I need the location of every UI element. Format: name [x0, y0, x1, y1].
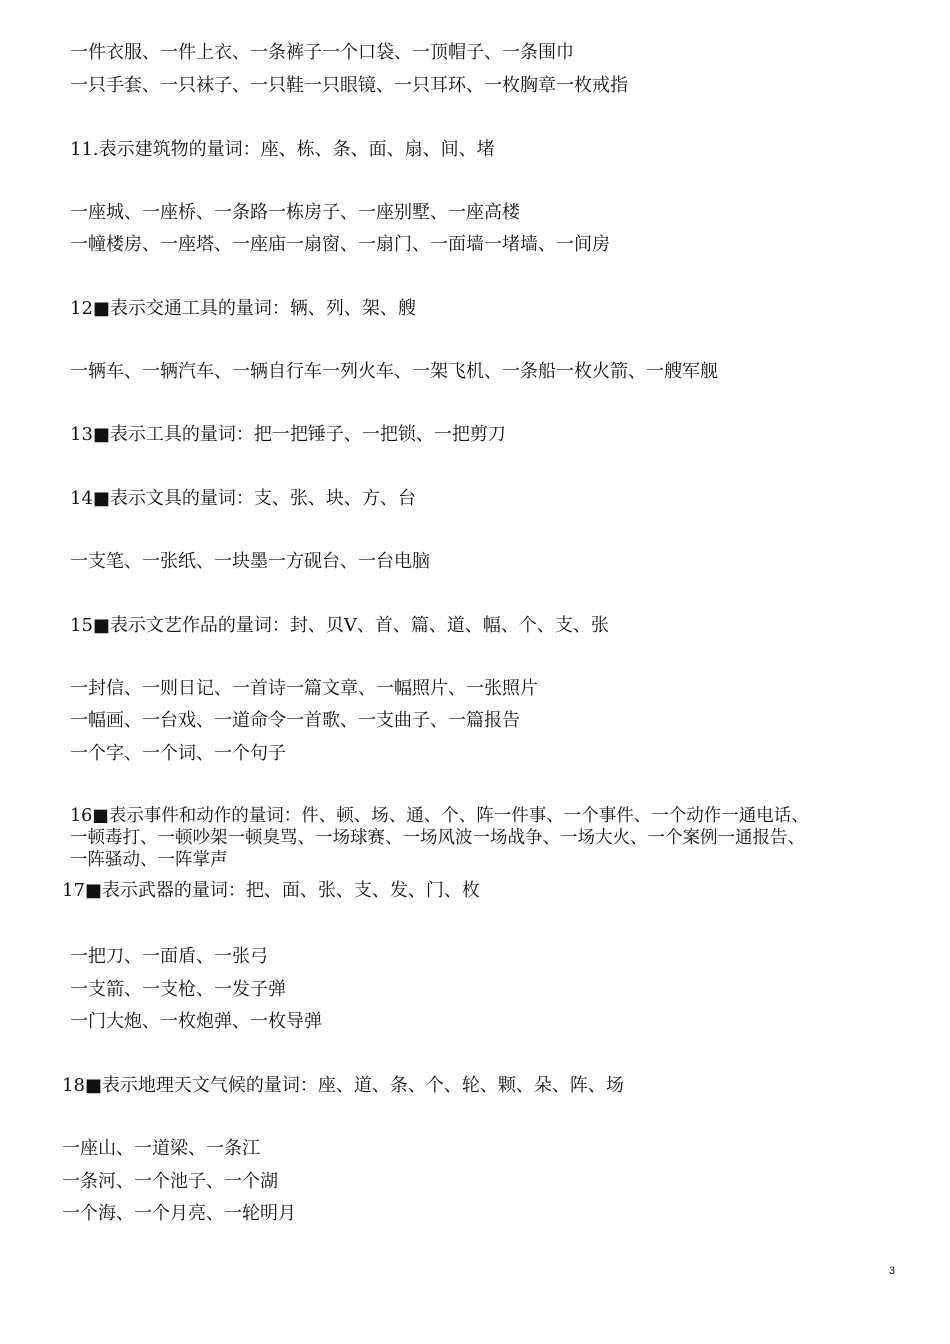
text-line: 一幅画、一台戏、一道命令一首歌、一支曲子、一篇报告	[70, 710, 520, 731]
section-heading-11: 11.表示建筑物的量词：座、栋、条、面、扇、间、堵	[70, 139, 495, 160]
section-heading-12: 12■表示交通工具的量词：辆、列、架、艘	[70, 298, 416, 319]
section-heading-14: 14■表示文具的量词：支、张、块、方、台	[70, 488, 416, 509]
text-line: 一把刀、一面盾、一张弓	[70, 946, 268, 967]
section-heading-16: 16■表示事件和动作的量词：件、顿、场、通、个、阵一件事、一个事件、一个动作一通电话、	[70, 806, 809, 826]
text-line: 一个海、一个月亮、一轮明月	[62, 1203, 296, 1224]
section-heading-15: 15■表示文艺作品的量词：封、贝V、首、篇、道、幅、个、支、张	[70, 615, 609, 636]
text-line: 一条河、一个池子、一个湖	[62, 1171, 278, 1192]
text-line: 一辆车、一辆汽车、一辆自行车一列火车、一架飞机、一条船一枚火箭、一艘军舰	[70, 361, 718, 382]
section-heading-13: 13■表示工具的量词：把一把锤子、一把锁、一把剪刀	[70, 424, 506, 445]
section-heading-17: 17■表示武器的量词：把、面、张、支、发、门、枚	[62, 880, 480, 901]
text-line: 一幢楼房、一座塔、一座庙一扇窗、一扇门、一面墙一堵墙、一间房	[70, 234, 610, 255]
text-line: 一只手套、一只袜子、一只鞋一只眼镜、一只耳环、一枚胸章一枚戒指	[70, 75, 628, 96]
section-heading-18: 18■表示地理天文气候的量词：座、道、条、个、轮、颗、朵、阵、场	[62, 1075, 624, 1096]
text-line: 一门大炮、一枚炮弹、一枚导弹	[70, 1011, 322, 1032]
text-line: 一阵骚动、一阵掌声	[70, 850, 228, 870]
text-line: 一座山、一道梁、一条江	[62, 1138, 260, 1159]
text-line: 一顿毒打、一顿吵架一顿臭骂、一场球赛、一场风波一场战争、一场大火、一个案例一通报告、	[70, 828, 805, 848]
text-line: 一支箭、一支枪、一发子弹	[70, 979, 286, 1000]
text-line: 一个字、一个词、一个句子	[70, 743, 286, 764]
page-number: 3	[888, 1265, 895, 1277]
text-line: 一支笔、一张纸、一块墨一方砚台、一台电脑	[70, 551, 430, 572]
text-line: 一座城、一座桥、一条路一栋房子、一座别墅、一座高楼	[70, 202, 520, 223]
text-line: 一封信、一则日记、一首诗一篇文章、一幅照片、一张照片	[70, 678, 538, 699]
text-line: 一件衣服、一件上衣、一条裤子一个口袋、一顶帽子、一条围巾	[70, 42, 574, 63]
